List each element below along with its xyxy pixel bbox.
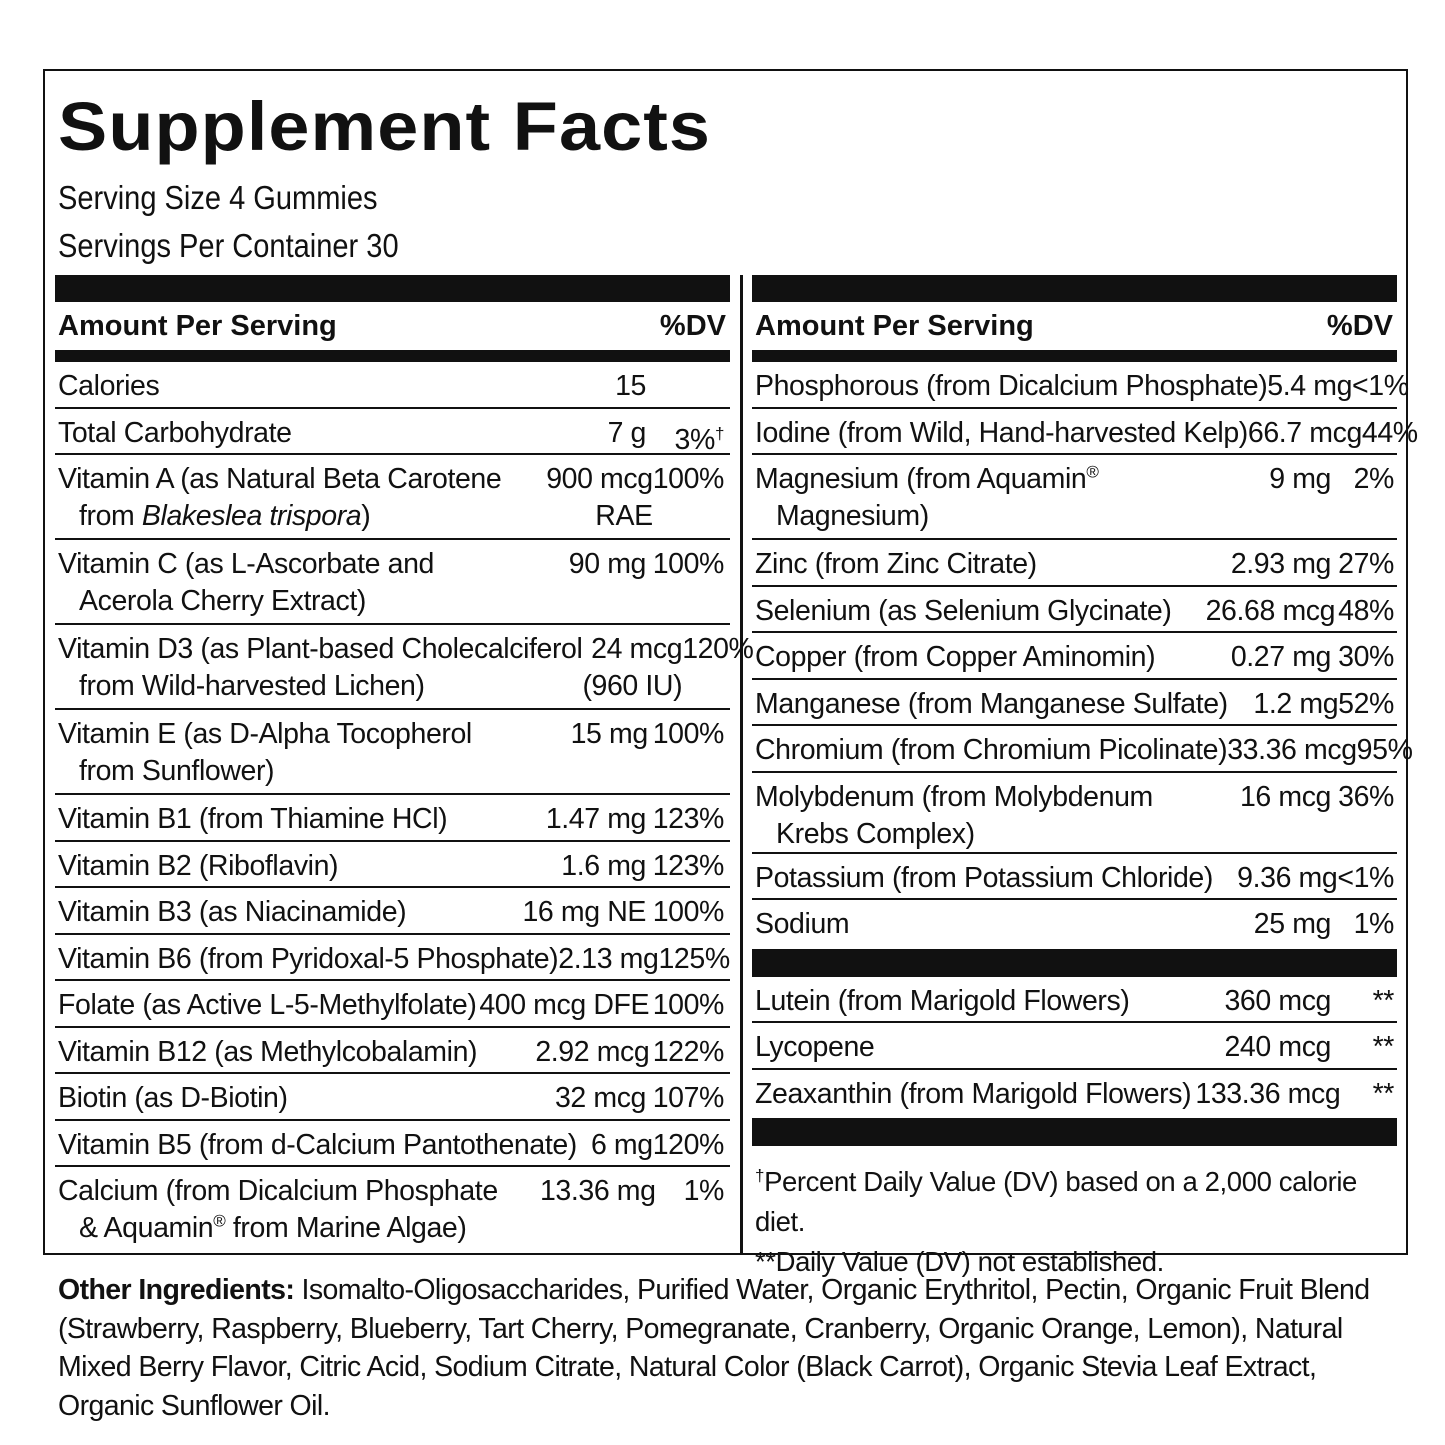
header-bar xyxy=(55,275,730,302)
nutrient-amount: 90 mg xyxy=(568,548,646,580)
nutrient-row xyxy=(752,455,1397,540)
nutrient-row xyxy=(55,625,754,710)
nutrient-name: Calcium (from Dicalcium Phosphate & Aquamin® from Marine Algae) xyxy=(58,1175,498,1244)
other-ingredients-text: Isomalto-Oligosaccharides, Purified Water, Organic Erythritol, Pectin, Organic Fruit Blend (Strawberry, Raspberry, Blueberry, Tart Cherry, Pomegranate, Cranberry, Organic Orange, Lemon), Natural Mixed Berry Flavor, Citric Acid, Sodium Citrate, Natural Color (Black Carrot), Organic Stevia Leaf Extract, Organic Sunflower Oil. xyxy=(58,1274,1370,1422)
amount-header: Amount Per Serving xyxy=(58,309,337,342)
nutrient-row xyxy=(752,680,1397,727)
dv-header: %DV xyxy=(1326,309,1393,342)
header-rule xyxy=(55,350,730,362)
column-header xyxy=(752,302,1397,350)
nutrient-row xyxy=(55,1121,730,1168)
nutrient-row xyxy=(752,633,1397,680)
other-ingredients xyxy=(58,1271,1398,1425)
section-bar xyxy=(752,949,1397,977)
nutrient-dv: ** xyxy=(1372,1077,1394,1110)
nutrient-amount: 15 xyxy=(615,370,646,402)
nutrient-dv: 95% xyxy=(1356,734,1413,766)
nutrient-amount: 2.92 mcg xyxy=(535,1035,650,1068)
nutrient-dv: 100% xyxy=(652,989,724,1021)
nutrient-dv: <1% xyxy=(1352,370,1409,402)
nutrient-row xyxy=(55,362,730,409)
nutrient-dv: 52% xyxy=(1338,687,1394,720)
nutrient-dv: 122% xyxy=(652,1035,724,1068)
nutrient-row xyxy=(752,854,1397,901)
nutrient-dv: 100% xyxy=(652,718,724,750)
registered-mark: ® xyxy=(1086,462,1099,482)
nutrient-amount: 2.93 mg xyxy=(1230,548,1331,580)
nutrient-name: Zinc (from Zinc Citrate) xyxy=(755,548,1037,580)
nutrient-dv: 125% xyxy=(658,942,730,975)
nutrient-row xyxy=(752,977,1397,1024)
nutrient-amount: 15 mg xyxy=(570,718,648,750)
nutrient-row xyxy=(752,773,1397,854)
nutrient-name: Vitamin D3 (as Plant-based Cholecalciferol from Wild-harvested Lichen) xyxy=(58,633,583,702)
nutrient-dv: 100% xyxy=(652,463,724,495)
nutrient-dv: 27% xyxy=(1338,548,1394,580)
nutrient-name: Chromium (from Chromium Picolinate) xyxy=(755,734,1228,766)
nutrient-row xyxy=(55,935,730,982)
other-ingredients-label: Other Ingredients: xyxy=(58,1274,295,1306)
nutrient-row xyxy=(752,1070,1397,1117)
nutrient-dv: 123% xyxy=(652,849,724,882)
amount-header: Amount Per Serving xyxy=(755,309,1034,342)
nutrient-dv xyxy=(646,368,730,405)
nutrient-amount: 360 mcg xyxy=(1224,984,1331,1017)
nutrient-row xyxy=(55,1074,730,1121)
nutrient-row xyxy=(55,842,730,889)
nutrient-amount: 5.4 mg xyxy=(1267,370,1353,402)
nutrient-dv: 36% xyxy=(1338,780,1394,813)
dv-header: %DV xyxy=(659,309,726,342)
nutrient-amount: 25 mg xyxy=(1253,908,1331,940)
nutrient-dv: 120% xyxy=(682,633,754,665)
nutrient-amount: 9 mg xyxy=(1269,463,1331,495)
nutrient-row xyxy=(55,409,730,456)
nutrient-amount: 7 g xyxy=(607,416,646,449)
nutrient-name: Vitamin B1 (from Thiamine HCl) xyxy=(58,803,448,835)
nutrient-row xyxy=(55,888,730,935)
nutrient-dv: 44% xyxy=(1361,416,1418,449)
stars-footnote: **Daily Value (DV) not established. xyxy=(755,1246,1164,1277)
serving-size: Serving Size 4 Gummies xyxy=(58,179,378,216)
nutrient-name: Molybdenum (from Molybdenum Krebs Complex) xyxy=(755,780,1153,850)
nutrient-name: Vitamin B2 (Riboflavin) xyxy=(58,849,339,882)
nutrient-dv: 1% xyxy=(1353,908,1394,940)
header-rule xyxy=(752,350,1397,362)
nutrient-dv: 1% xyxy=(683,1175,724,1207)
nutrient-row xyxy=(752,362,1409,409)
nutrient-dv: 120% xyxy=(652,1128,724,1161)
nutrient-name: Vitamin E (as D-Alpha Tocopherol from Sunflower) xyxy=(58,718,472,787)
nutrient-name: Total Carbohydrate xyxy=(58,416,292,449)
nutrient-name: Vitamin B6 (from Pyridoxal-5 Phosphate) xyxy=(58,942,559,975)
nutrient-name: Potassium (from Potassium Chloride) xyxy=(755,861,1213,894)
dagger-footnote: †Percent Daily Value (DV) based on a 2,000 calorie diet. xyxy=(755,1166,1357,1237)
nutrient-dv: 100% xyxy=(652,548,724,580)
nutrient-amount: 1.6 mg xyxy=(561,849,646,882)
nutrient-name: Zeaxanthin (from Marigold Flowers) xyxy=(755,1077,1192,1110)
nutrient-name: Biotin (as D-Biotin) xyxy=(58,1082,288,1114)
nutrient-name: Vitamin B5 (from d-Calcium Pantothenate) xyxy=(58,1128,577,1161)
nutrient-amount: 16 mcg xyxy=(1239,780,1331,813)
nutrient-row xyxy=(55,1167,730,1252)
nutrient-row xyxy=(752,587,1397,634)
nutrient-amount: 400 mcg DFE xyxy=(479,989,650,1021)
nutrient-row xyxy=(55,981,730,1028)
nutrient-amount: 0.27 mg xyxy=(1230,641,1331,673)
column-divider xyxy=(740,275,743,1255)
nutrient-dv: 48% xyxy=(1338,594,1394,627)
nutrient-name: Vitamin C (as L-Ascorbate and Acerola Cherry Extract) xyxy=(58,548,434,617)
nutrient-name: Manganese (from Manganese Sulfate) xyxy=(755,687,1228,720)
nutrient-dv: 100% xyxy=(652,896,724,928)
footnotes xyxy=(752,1146,1397,1282)
nutrient-dv: 123% xyxy=(652,803,724,835)
section-bar xyxy=(752,1118,1397,1146)
header-bar xyxy=(752,275,1397,302)
nutrient-dv: 107% xyxy=(652,1082,724,1114)
nutrient-row xyxy=(55,795,730,842)
nutrient-dv: <1% xyxy=(1337,861,1394,894)
nutrient-row xyxy=(752,540,1397,587)
nutrient-dv: 3%† xyxy=(674,423,724,456)
servings-per-container: Servings Per Container 30 xyxy=(58,227,399,264)
nutrient-name: Vitamin B12 (as Methylcobalamin) xyxy=(58,1035,478,1068)
nutrient-amount: 9.36 mg xyxy=(1237,861,1338,894)
nutrient-row xyxy=(752,900,1397,947)
nutrient-name: Calories xyxy=(58,370,160,402)
nutrient-amount: 24 mcg (960 IU) xyxy=(582,633,683,702)
dagger-mark: † xyxy=(714,423,724,443)
registered-mark: ® xyxy=(213,1211,226,1231)
nutrient-name: Phosphorous (from Dicalcium Phosphate) xyxy=(755,370,1268,402)
nutrient-name: Copper (from Copper Aminomin) xyxy=(755,641,1156,673)
nutrient-name: Iodine (from Wild, Hand-harvested Kelp) xyxy=(755,416,1248,449)
right-column xyxy=(752,275,1418,1282)
nutrient-amount: 6 mg xyxy=(590,1128,653,1161)
nutrient-name: Lycopene xyxy=(755,1031,875,1063)
nutrient-name: Vitamin B3 (as Niacinamide) xyxy=(58,896,407,928)
nutrient-dv: ** xyxy=(1372,984,1394,1017)
nutrient-name: Selenium (as Selenium Glycinate) xyxy=(755,594,1172,627)
nutrient-row xyxy=(752,726,1413,773)
nutrient-name: Vitamin A (as Natural Beta Carotene from Blakeslea trispora) xyxy=(58,463,502,532)
nutrient-name: Sodium xyxy=(755,908,850,940)
nutrient-row xyxy=(55,540,730,625)
nutrient-amount: 33.36 mcg xyxy=(1227,734,1357,766)
nutrient-dv: ** xyxy=(1372,1031,1394,1063)
nutrient-amount: 13.36 mg xyxy=(539,1175,656,1207)
nutrient-name: Lutein (from Marigold Flowers) xyxy=(755,984,1130,1017)
nutrient-amount: 240 mcg xyxy=(1224,1031,1331,1063)
column-header xyxy=(55,302,730,350)
left-column xyxy=(55,275,754,1252)
nutrient-amount: 1.2 mg xyxy=(1253,687,1339,720)
nutrient-row xyxy=(55,710,730,795)
nutrient-amount: 1.47 mg xyxy=(545,803,646,835)
nutrient-amount: 133.36 mcg xyxy=(1195,1077,1341,1110)
nutrient-amount: 16 mg NE xyxy=(522,896,646,928)
nutrient-name: Magnesium (from Aquamin® Magnesium) xyxy=(755,462,1099,532)
nutrient-amount: 2.13 mg xyxy=(558,942,659,975)
nutrient-row xyxy=(55,1028,730,1075)
page-title: Supplement Facts xyxy=(58,88,712,165)
nutrient-row xyxy=(752,1023,1397,1070)
nutrient-amount: 26.68 mcg xyxy=(1205,594,1336,627)
nutrient-amount: 32 mcg xyxy=(554,1082,646,1114)
nutrient-amount: 66.7 mcg xyxy=(1247,416,1362,449)
nutrient-row xyxy=(752,409,1418,456)
nutrient-dv: 30% xyxy=(1338,641,1394,673)
nutrient-amount: 900 mcg RAE xyxy=(546,463,653,532)
nutrient-row xyxy=(55,455,730,540)
nutrient-name: Folate (as Active L-5-Methylfolate) xyxy=(58,989,477,1021)
nutrient-dv: 2% xyxy=(1353,463,1394,495)
